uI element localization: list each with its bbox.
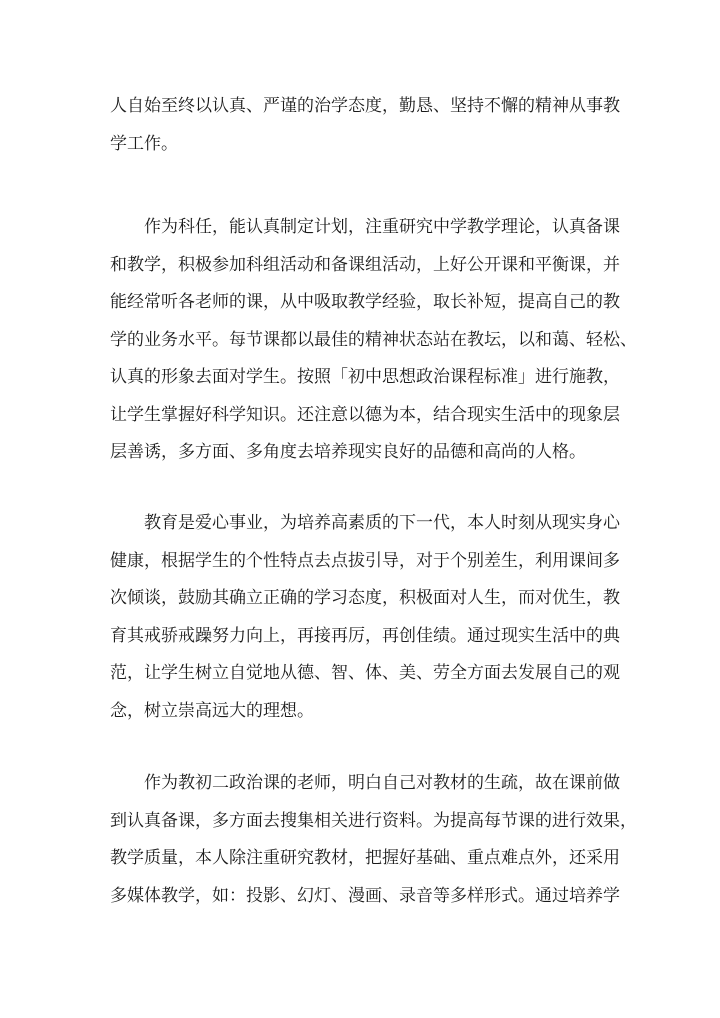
text-line: 念，树立崇高远大的理想。 [110,700,314,721]
text-line: 到认真备课，多方面去搜集相关进行资料。为提高每节课的进行效果， [110,810,637,831]
text-line: 人自始至终以认真、严谨的治学态度，勤恳、坚持不懈的精神从事教 [110,96,620,116]
text-line: 学工作。 [110,133,178,154]
paragraph-3 [110,505,620,730]
text-line: 层善诱，多方面、多角度去培养现实良好的品德和高尚的人格。 [110,442,586,462]
text-line: 次倾谈，鼓励其确立正确的学习态度，积极面对人生，而对优生，教 [110,588,620,608]
text-line: 育其戒骄戒躁努力向上，再接再厉，再创佳绩。通过现实生活中的典 [110,625,620,646]
text-line: 教育是爱心事业，为培养高素质的下一代，本人时刻从现实身心 [144,513,620,533]
text-line: 学的业务水平。每节课都以最佳的精神状态站在教坛，以和蔼、轻松、 [110,329,637,350]
paragraph-4 [110,765,637,915]
text-line: 能经常听各老师的课，从中吸取教学经验，取长补短，提高自己的教 [110,292,620,312]
text-line: 作为教初二政治课的老师，明白自己对教材的生疏，故在课前做 [144,773,620,793]
text-line: 认真的形象去面对学生。按照「初中思想政治课程标准」进行施教， [110,367,620,387]
text-line: 范，让学生树立自觉地从德、智、体、美、劳全方面去发展自己的观 [110,663,620,683]
text-line: 让学生掌握好科学知识。还注意以德为本，结合现实生活中的现象层 [110,404,620,425]
text-line: 教学质量，本人除注重研究教材，把握好基础、重点难点外，还采用 [110,848,620,868]
text-line: 作为科任，能认真制定计划，注重研究中学教学理论，认真备课 [144,217,620,237]
paragraph-2 [110,209,637,472]
text-line: 和教学，积极参加科组活动和备课组活动，上好公开课和平衡课，并 [110,254,620,275]
text-line: 健康，根据学生的个性特点去点拔引导，对于个别差生，利用课间多 [110,550,620,571]
paragraph-1 [110,88,620,163]
text-line: 多媒体教学，如：投影、幻灯、漫画、录音等多样形式。通过培养学 [110,885,620,906]
